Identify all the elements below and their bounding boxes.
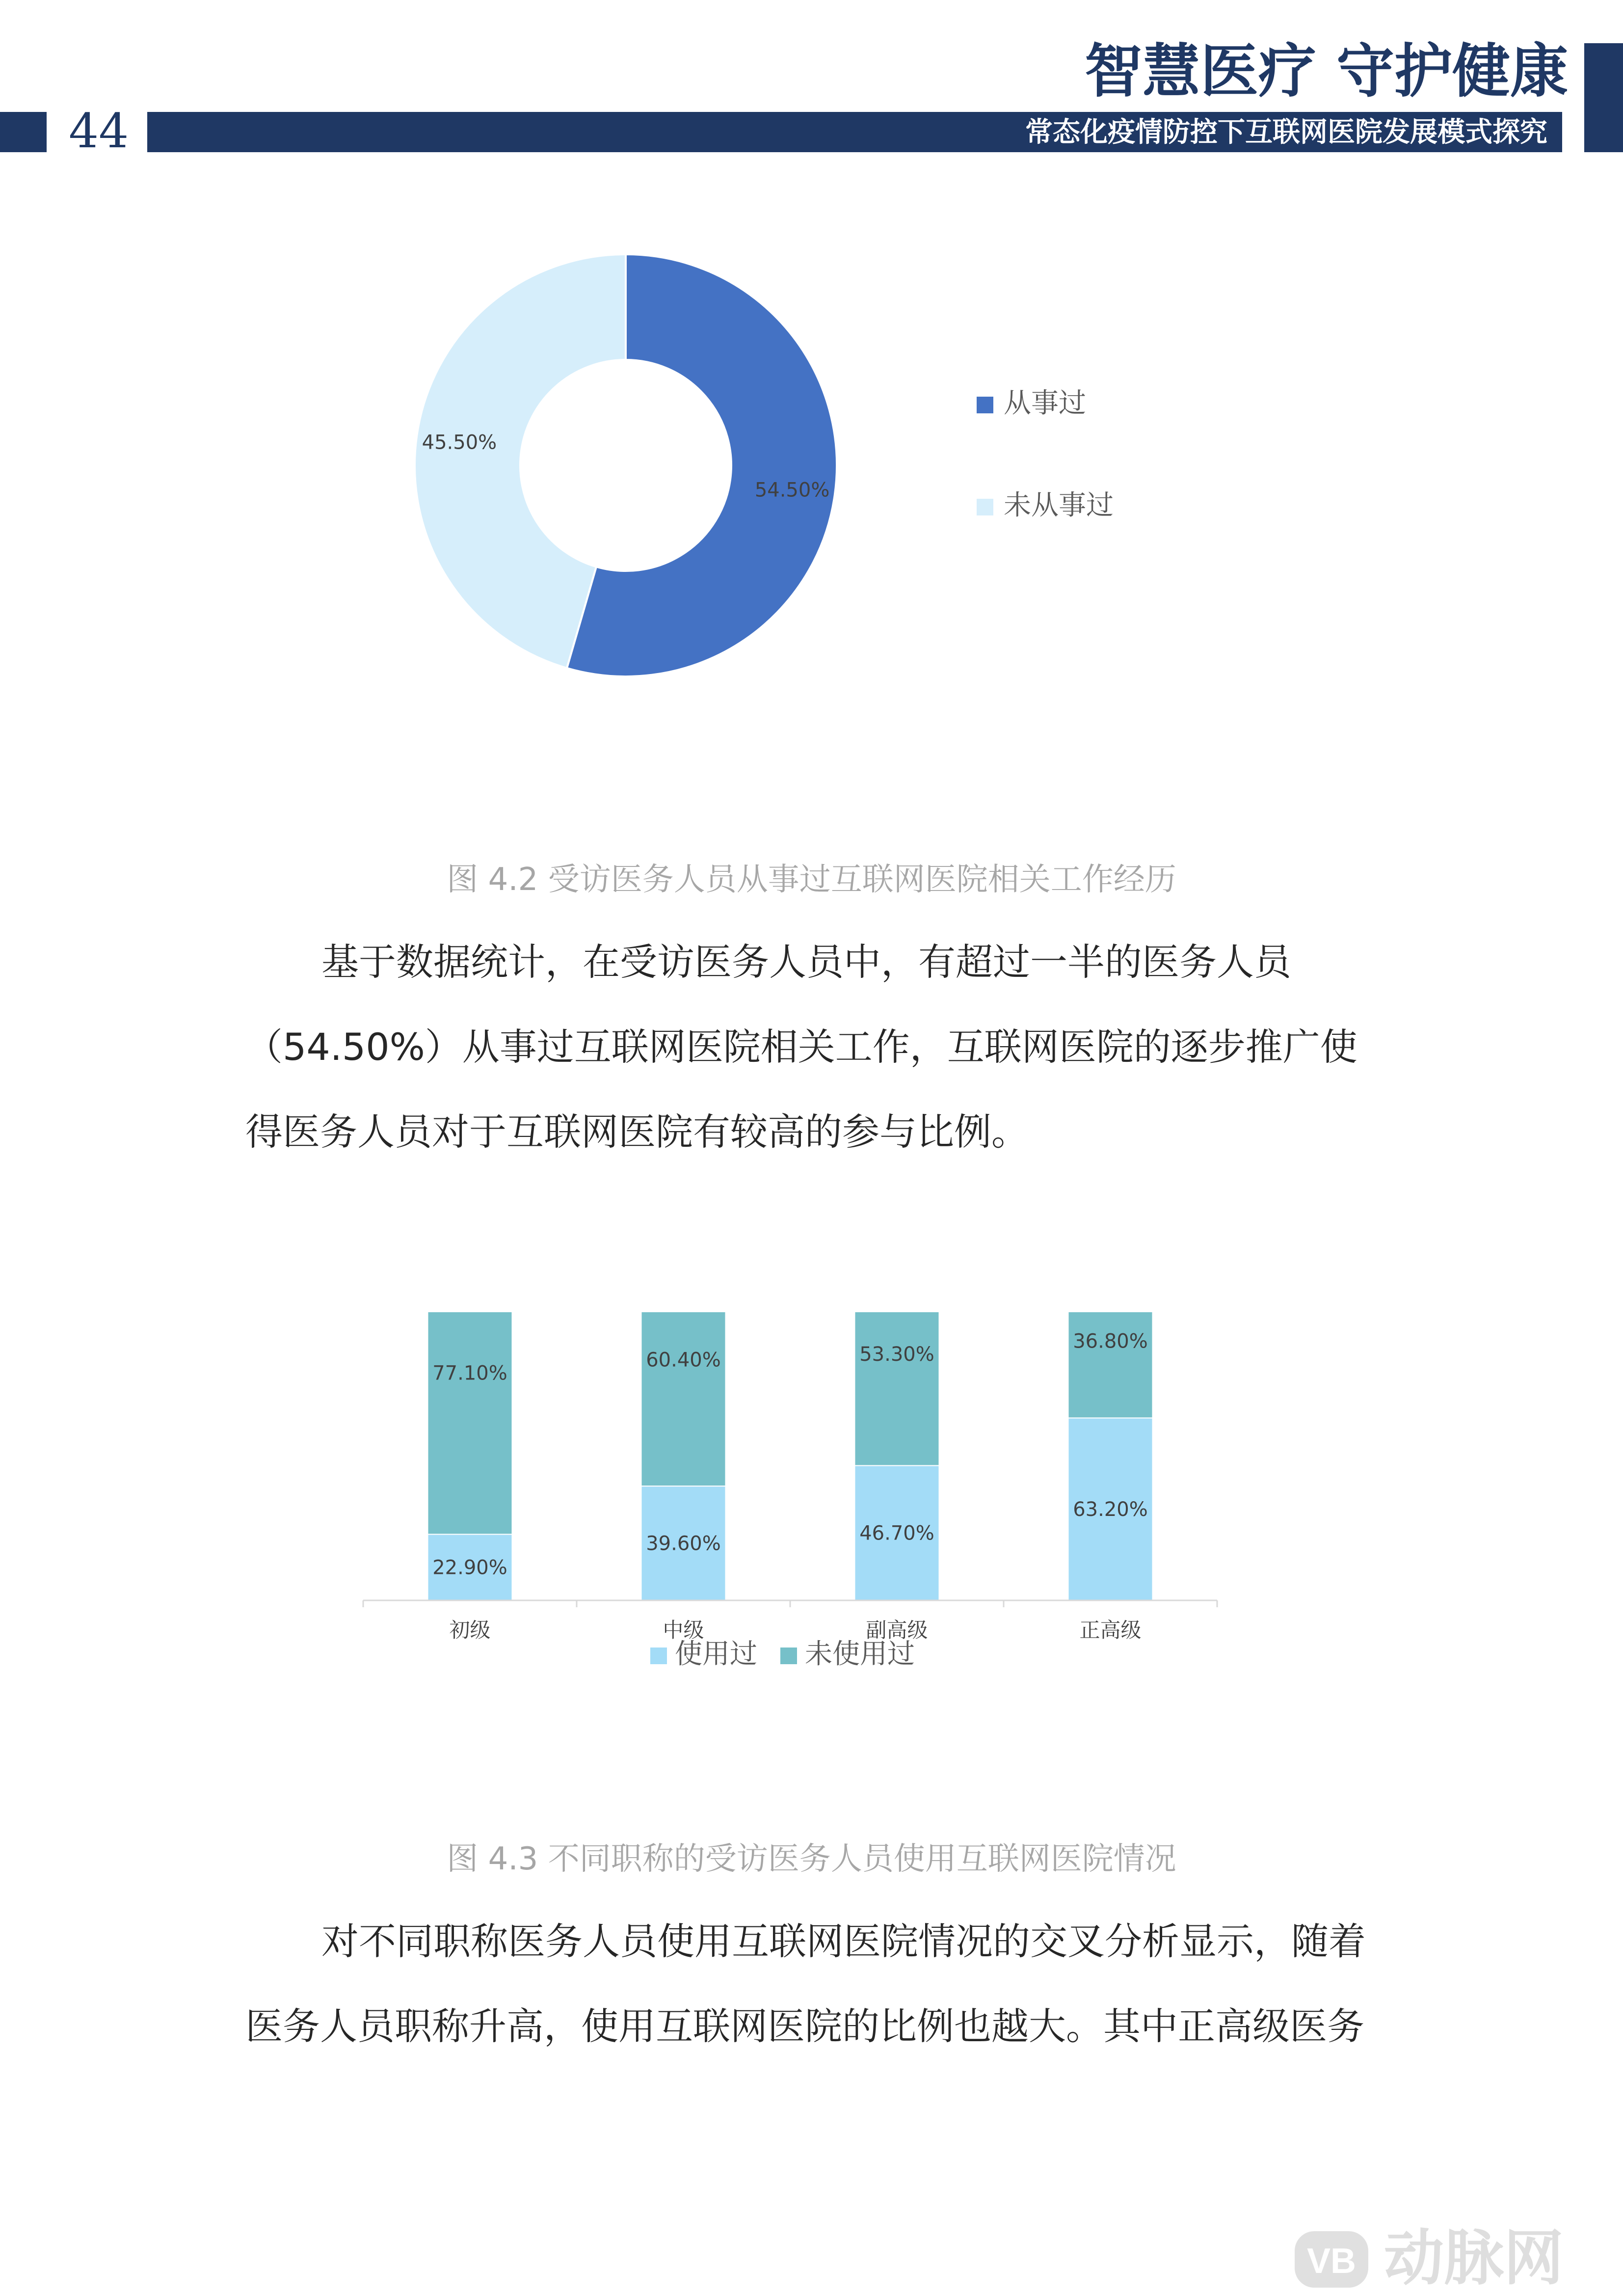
bar-data-label: 60.40% (646, 1349, 721, 1372)
paragraph-1-line-1: 基于数据统计，在受访医务人员中，有超过一半的医务人员 (321, 940, 1291, 984)
legend-label: 从事过 (1004, 387, 1086, 419)
paragraph-2-line-1: 对不同职称医务人员使用互联网医院情况的交叉分析显示，随着 (321, 1919, 1366, 1963)
x-tick-label: 中级 (663, 1618, 704, 1642)
donut-data-label: 45.50% (422, 431, 497, 454)
bar-data-label: 63.20% (1073, 1498, 1148, 1521)
page-number: 44 (69, 104, 129, 159)
header-subtitle: 常态化疫情防控下互联网医院发展模式探究 (1025, 116, 1547, 148)
x-tick-label: 副高级 (866, 1618, 928, 1642)
legend-swatch (780, 1648, 797, 1664)
bar-segment (855, 1312, 939, 1465)
stacked-bar-chart (344, 1286, 1276, 1699)
legend-label: 使用过 (675, 1638, 757, 1670)
bar-data-label: 46.70% (859, 1522, 934, 1545)
figure-4-3-caption: 图 4.3 不同职称的受访医务人员使用互联网医院情况 (447, 1841, 1176, 1877)
header-left-block (0, 112, 47, 152)
legend-label: 未使用过 (805, 1638, 915, 1670)
figure-4-2-caption: 图 4.2 受访医务人员从事过互联网医院相关工作经历 (447, 862, 1176, 898)
watermark-text: 动脉网 (1384, 2224, 1564, 2293)
header-title: 智慧医疗 守护健康 (1084, 37, 1568, 105)
paragraph-1-line-2: （54.50%）从事过互联网医院相关工作，互联网医院的逐步推广使 (245, 1025, 1357, 1069)
bar-segment (428, 1312, 512, 1534)
header-right-stripe (1584, 43, 1623, 152)
bar-segment (641, 1312, 726, 1486)
watermark-logo-text: VB (1306, 2242, 1357, 2281)
bar-data-label: 53.30% (859, 1343, 934, 1366)
paragraph-2-line-2: 医务人员职称升高，使用互联网医院的比例也越大。其中正高级医务 (245, 2004, 1364, 2048)
donut-data-label: 54.50% (754, 479, 830, 502)
bar-data-label: 77.10% (432, 1362, 507, 1385)
watermark-logo (1286, 2224, 1620, 2293)
bar-segment (1068, 1312, 1153, 1418)
paragraph-1-line-3: 得医务人员对于互联网医院有较高的参与比例。 (245, 1110, 1029, 1154)
header-bar (147, 112, 1562, 152)
x-tick-label: 初级 (449, 1618, 491, 1642)
legend-swatch (977, 397, 993, 413)
legend-swatch (977, 499, 993, 515)
legend-label: 未从事过 (1004, 489, 1114, 521)
bar-data-label: 39.60% (646, 1532, 721, 1555)
bar-data-label: 22.90% (432, 1556, 507, 1579)
x-tick-label: 正高级 (1079, 1618, 1142, 1642)
bar-data-label: 36.80% (1073, 1330, 1148, 1353)
legend-swatch (650, 1648, 667, 1664)
donut-chart (344, 211, 1227, 702)
